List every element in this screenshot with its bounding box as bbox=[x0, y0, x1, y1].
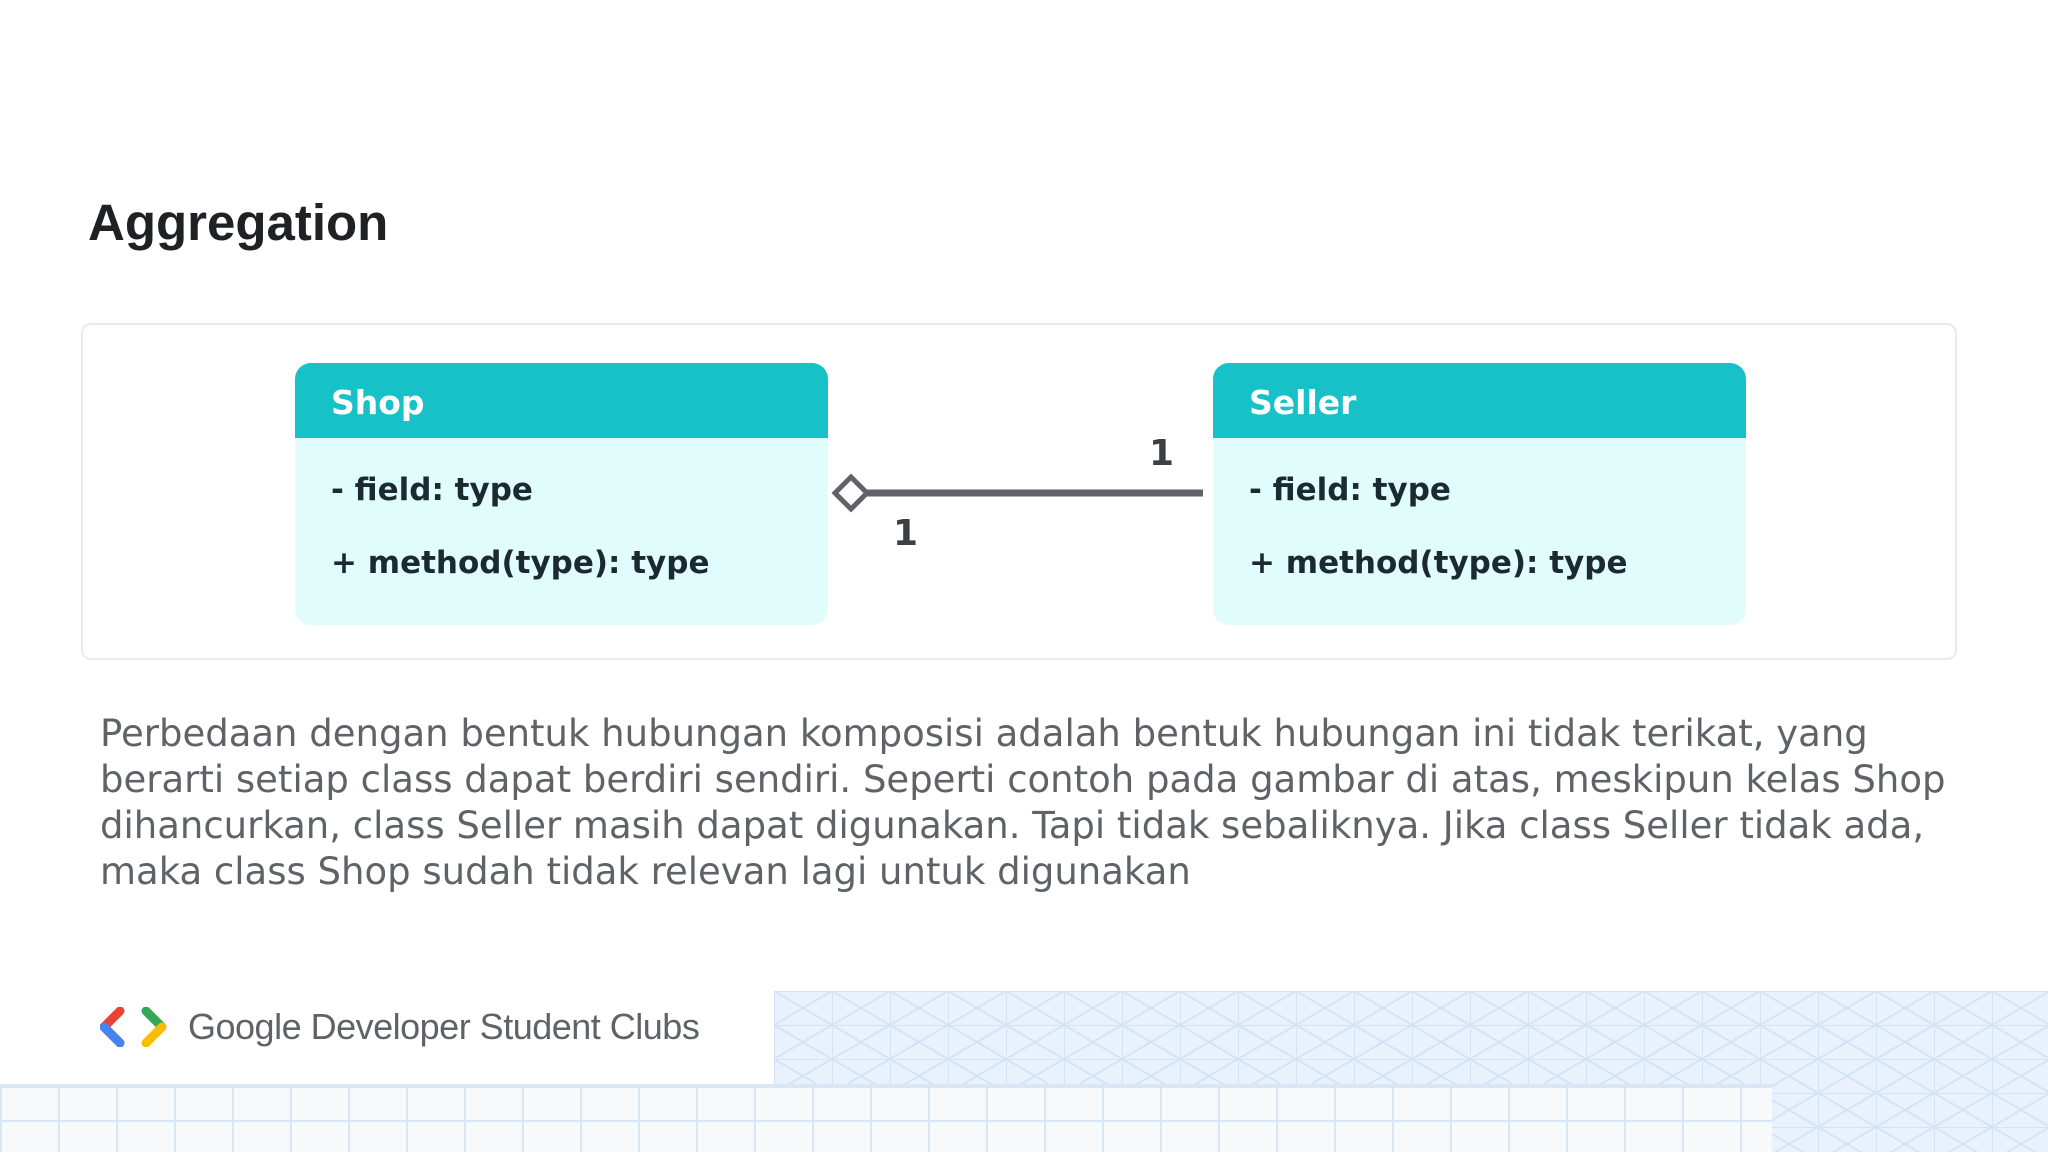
diagram-card bbox=[81, 323, 1957, 660]
slide-title: Aggregation bbox=[88, 194, 389, 251]
slide-description: Perbedaan dengan bentuk hubungan komposisi adalah bentuk hubungan ini tidak terikat, yang berarti setiap class dapat berdiri sendiri. Seperti contoh pada gambar di atas, meskipun kelas Shop dihancurkan, class Seller masih dapat digunakan. Tapi tidak sebaliknya. Jika class Seller tidak ada, maka class Shop sudah tidak relevan lagi untuk digunakan bbox=[100, 712, 1946, 893]
uml-field: - field: type bbox=[331, 472, 533, 508]
aggregation-diamond-icon bbox=[835, 477, 867, 509]
source-multiplicity: 1 bbox=[893, 513, 919, 554]
target-multiplicity: 1 bbox=[1149, 433, 1175, 474]
gdsc-brand bbox=[100, 1003, 699, 1051]
uml-method: + method(type): type bbox=[1249, 545, 1628, 581]
uml-class-name: Shop bbox=[295, 363, 828, 438]
uml-field: - field: type bbox=[1249, 472, 1451, 508]
gdsc-logo-icon bbox=[100, 1007, 174, 1047]
brand-name: Google Developer Student Clubs bbox=[188, 1006, 700, 1047]
uml-class-name: Seller bbox=[1213, 363, 1746, 438]
uml-method: + method(type): type bbox=[331, 545, 710, 581]
footer-grid-pattern bbox=[0, 1084, 1772, 1152]
uml-class-seller bbox=[1213, 363, 1746, 625]
